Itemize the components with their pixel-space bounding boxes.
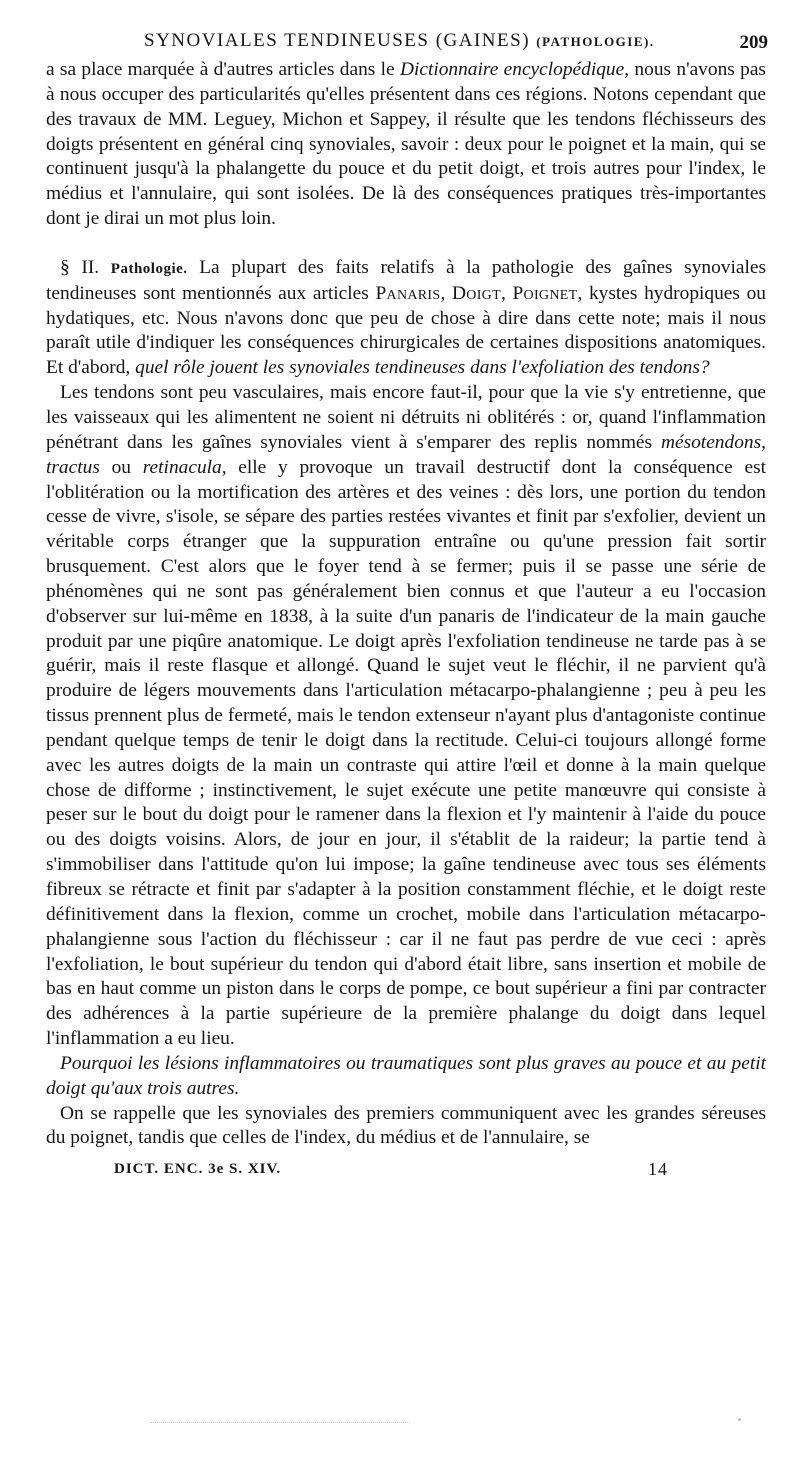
- italic-question: Pourquoi les lésions inflammatoires ou traumatiques sont plus graves au pouce et au petit doigt qu'aux trois autres.: [46, 1052, 766, 1099]
- italic-term: retinacula: [142, 456, 222, 478]
- text-run: , elle y provoque un travail destructif dont la conséquence est l'oblitération ou la mortification des artères et des veines : dès lors, une portion du tendon cesse de vivre, s'isole, se sépare des parties restées vivantes et finit par s'exfolier, devient un véritable corps étranger que la suppuration entraîne ou qu'une pression fait sortir brusquement. C'est alors que le foyer tend à se fermer; puis il se passe une série de phénomènes qui ne sont pas généralement bien connus et que l'auteur a eu l'occasion d'observer sur lui-même en 1838, à la suite d'un panaris de l'indicateur de la main gauche produit par une piqûre anatomique. Le doigt après l'exfoliation tendineuse ne tarde pas à se guérir, mais il reste flasque et allongé. Quand le sujet veut le fléchir, il ne parvient qu'à produire de légers mouvements dans l'articulation métacarpo-phalangienne ; peu à peu les tissus prennent plus de fermeté, mais le tendon extenseur n'ayant plus d'antagoniste continue pendant quelque temps de tenir le doigt dans la rectitude. Celui-ci toujours allongé forme avec les autres doigts de la main un contraste qui attire l'œil et donne à la main quelque chose de difforme ; instinctivement, le sujet exécute une petite manœuvre qui consiste à peser sur le bout du doigt pour le ramener dans la flexion et l'y maintenir à l'aide du pouce ou des doigts voisins. Alors, de jour en jour, il s'établit de la raideur; la partie tend à s'immobiliser dans l'attitude qu'on lui impose; la gaîne tendineuse avec tous ses éléments fibreux se rétracte et finit par s'adapter à la position constamment fléchie, et le doigt reste définitivement dans la flexion, comme un crochet, mobile dans l'articulation métacarpo-phalangienne sous l'action du fléchisseur : car il ne faut pas perdre de vue ceci : après l'exfoliation, le bout supérieur du tendon qui d'abord était libre, sans insertion et mobile de bas en haut comme un piston dans le corps de pompe, ce bout supérieur a fini par contracter des adhérences à la partie supérieure de la première phalange du doigt dans lequel l'inflammation a eu lieu.: [46, 456, 766, 1050]
- cross-reference: Panaris: [375, 282, 441, 304]
- text-run: Les tendons sont peu vasculaires, mais encore faut-il, pour que la vie s'y entretienne, que les vaisseaux qui les alimentent ne soient ni détruits ni oblitérés : or, quand l'inflammation pénétrant dans les gaînes synoviales vient à s'emparer des replis nommés: [46, 382, 766, 453]
- text-run: ,: [761, 431, 766, 453]
- running-title-small: (PATHOLOGIE).: [536, 34, 655, 49]
- paragraph-question: [46, 1052, 766, 1102]
- text-run: ou: [99, 456, 143, 478]
- text-run: , kystes hydropiques ou hydatiques, etc. Nous n'avons donc que peu de chose à dire dans cette note; mais il nous paraît utile d'indiquer les conséquences chirurgicales de certaines dispositions anatomiques. Et d'abord,: [46, 282, 767, 379]
- text-run: a sa place marquée à d'autres articles dans le: [46, 59, 400, 80]
- italic-term: mésotendons: [660, 431, 762, 453]
- section-gap: [46, 232, 766, 256]
- page-number: 209: [739, 32, 768, 53]
- paragraph-exfoliation: [46, 381, 766, 1052]
- running-header: [46, 30, 766, 58]
- text-run: On se rappelle que les synoviales des premiers communiquent avec les grandes séreuses du poignet, tandis que celles de l'index, du médius et de l'annulaire, se: [46, 1102, 766, 1149]
- scan-artifact-dot: [738, 1418, 741, 1421]
- body-text: [46, 58, 766, 1151]
- sheet-number: 14: [648, 1159, 668, 1180]
- cross-reference: Poignet: [512, 282, 578, 304]
- paragraph-section-pathologie: [46, 256, 766, 381]
- running-title: [144, 30, 655, 52]
- italic-term: tractus: [46, 456, 100, 478]
- italic-question: quel rôle jouent les synoviales tendineuses dans l'exfoliation des tendons?: [135, 357, 710, 379]
- document-page: [46, 30, 766, 1191]
- running-title-main: SYNOVIALES TENDINEUSES (GAINES): [144, 30, 537, 51]
- section-mark: § II.: [60, 256, 111, 278]
- text-run: ,: [440, 282, 452, 304]
- text-run: La plupart des faits relatifs à la pathologie des gaînes synoviales tendineuses sont mentionnés aux articles: [46, 256, 767, 304]
- italic-run: Dictionnaire encyclopédique: [399, 59, 625, 80]
- section-title: Pathologie.: [110, 260, 188, 277]
- scan-artifact-dots: [150, 1422, 410, 1426]
- page-footer: [46, 1161, 766, 1191]
- paragraph-continuation: [46, 1102, 766, 1152]
- text-run: ,: [500, 282, 513, 304]
- cross-reference: Doigt: [452, 282, 501, 304]
- paragraph-intro: [46, 58, 766, 232]
- signature-mark: DICT. ENC. 3e S. XIV.: [114, 1161, 282, 1178]
- text-run: , nous n'avons pas à nous occuper des particularités qu'elles présentent dans ces régions. Notons cependant que des travaux de MM. Leguey, Michon et Sappey, il résulte que les tendons fléchisseurs des doigts présentent en général cinq synoviales, savoir : deux pour le poignet et la main, qui se continuent jusqu'à la phalangette du pouce et du petit doigt, et trois autres pour l'index, le médius et l'annulaire, qui sont isolées. De là des conséquences pratiques très-importantes dont je dirai un mot plus loin.: [46, 59, 766, 230]
